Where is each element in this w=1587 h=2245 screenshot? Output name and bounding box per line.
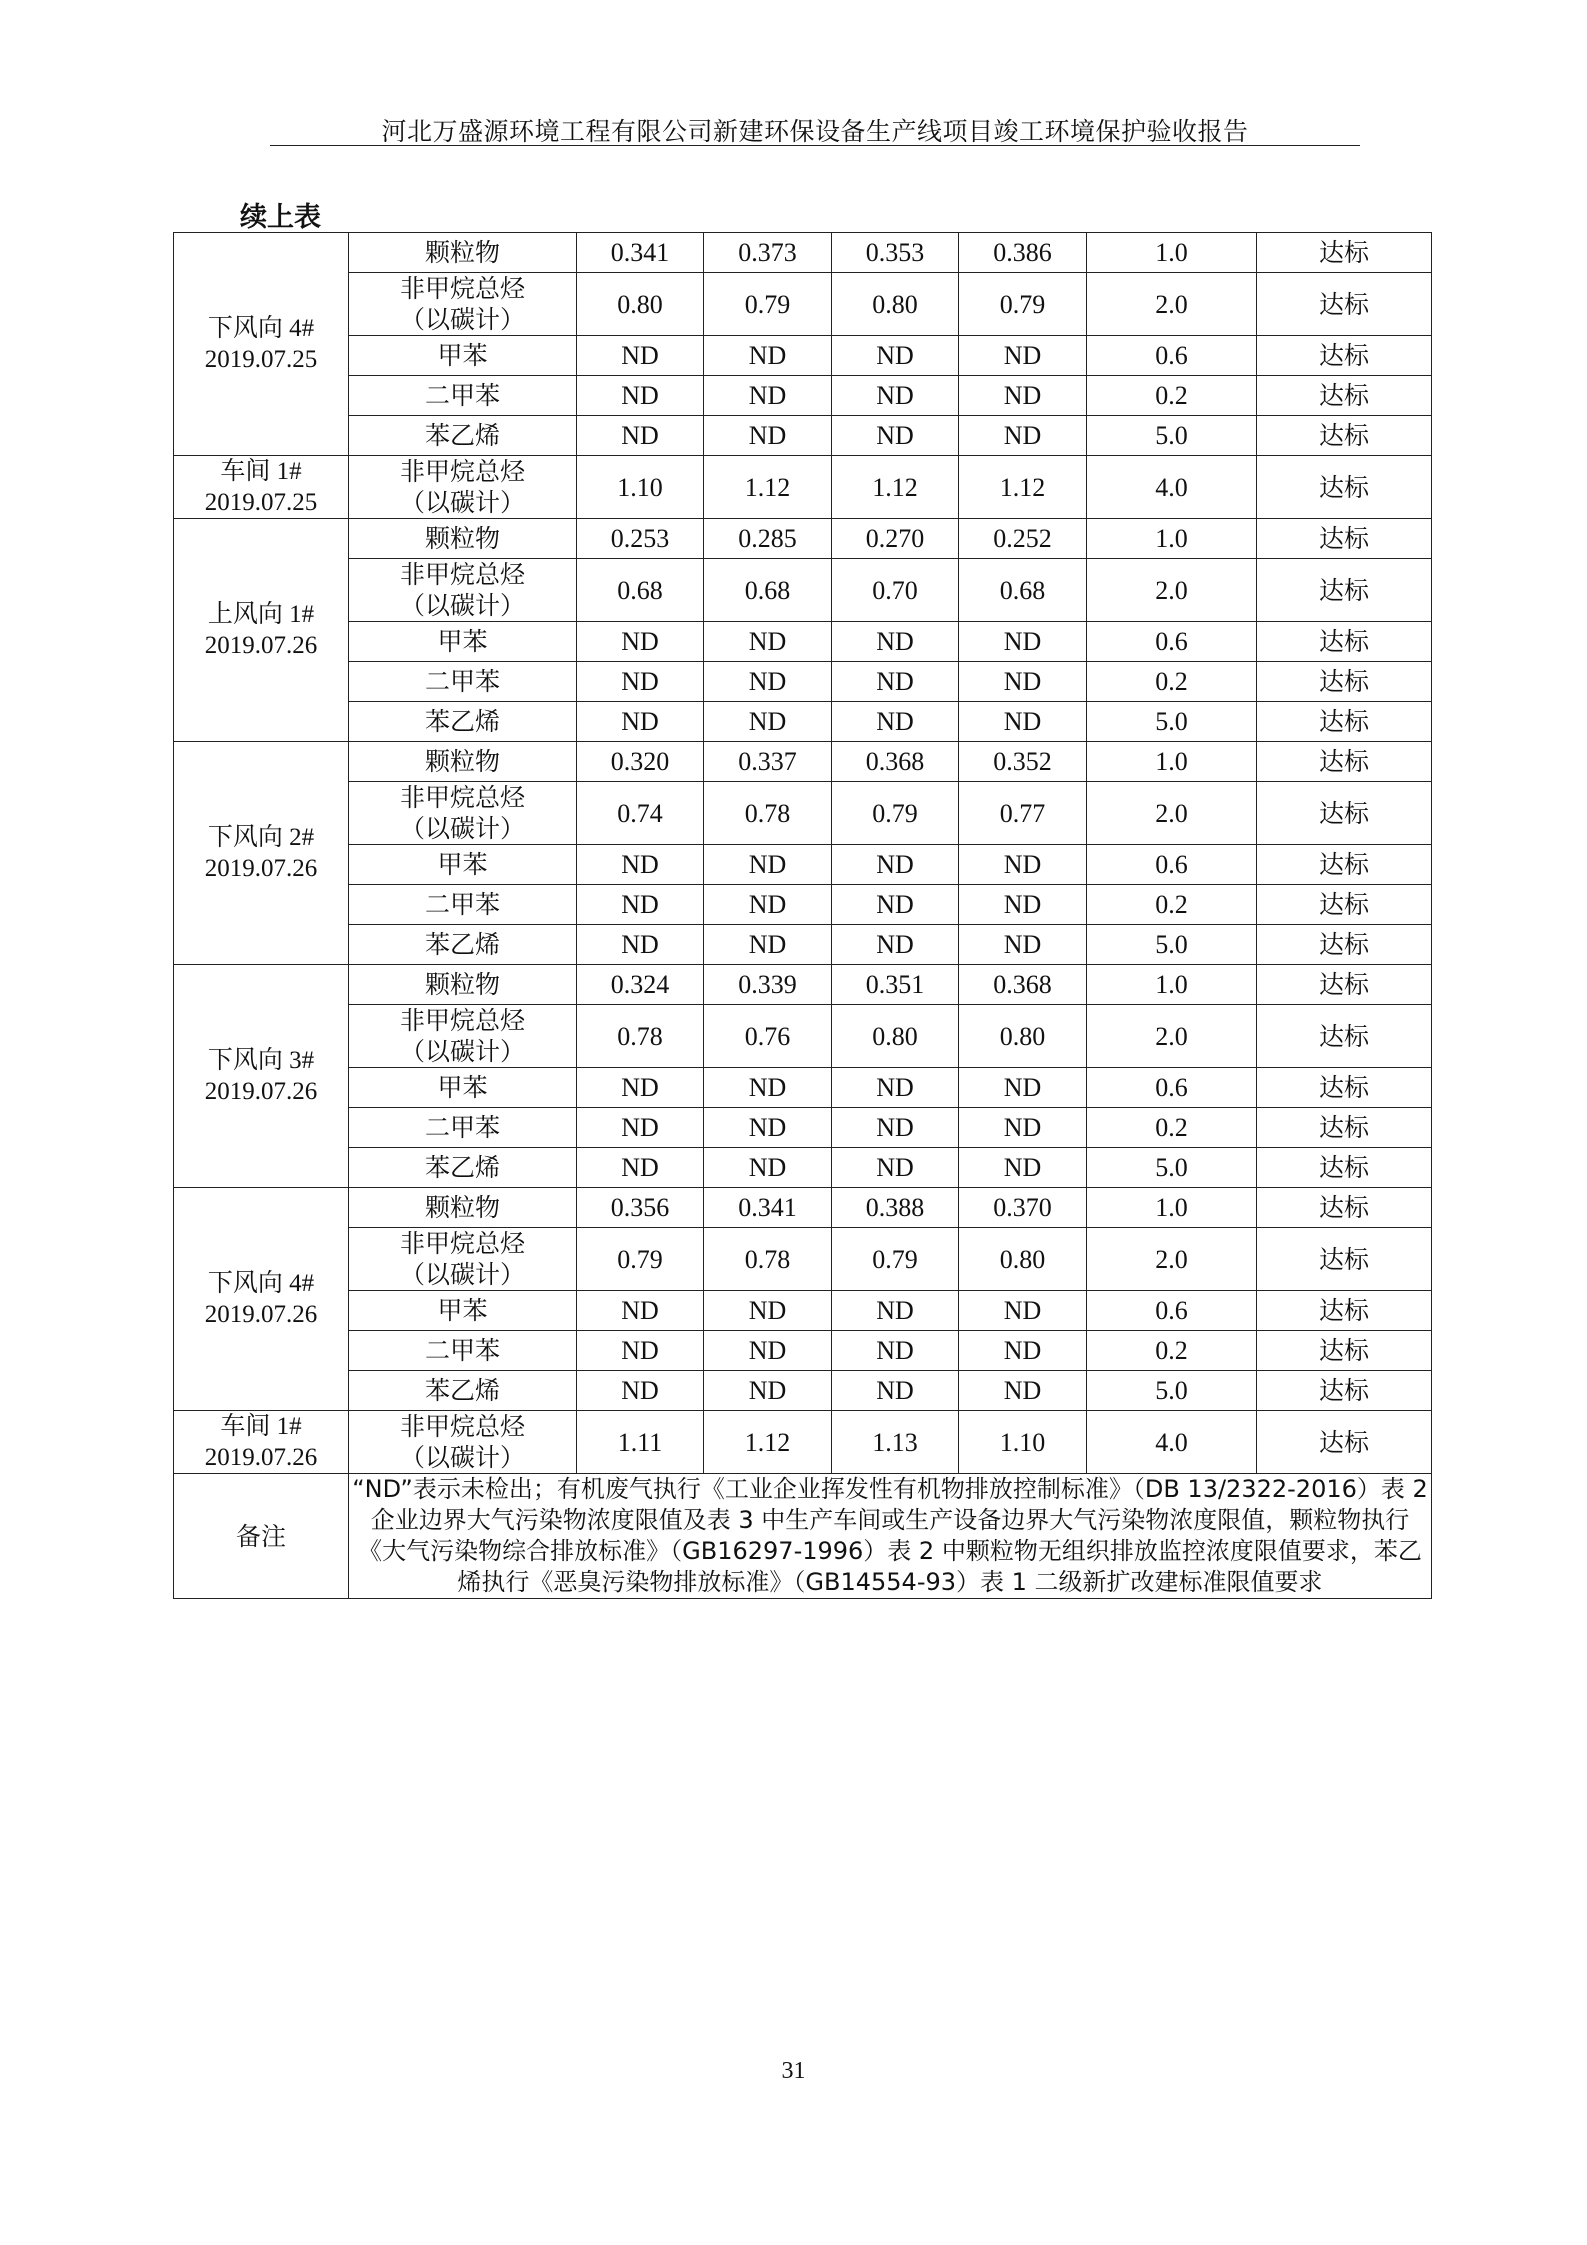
measured-value-cell: 0.386: [959, 233, 1087, 273]
limit-value-cell: 5.0: [1087, 702, 1257, 742]
limit-value-cell: 2.0: [1087, 782, 1257, 845]
measured-value-cell: ND: [832, 336, 959, 376]
limit-value-cell: 0.6: [1087, 622, 1257, 662]
table-row: [174, 456, 1432, 519]
measured-value-cell: ND: [704, 1371, 832, 1411]
measured-value-cell: ND: [577, 1371, 704, 1411]
measured-value-cell: 0.68: [704, 559, 832, 622]
result-cell: 达标: [1257, 519, 1432, 559]
table-row: [174, 662, 1432, 702]
measured-value-cell: ND: [832, 885, 959, 925]
measured-value-cell: 0.79: [959, 273, 1087, 336]
measured-value-cell: 0.78: [704, 782, 832, 845]
result-cell: 达标: [1257, 782, 1432, 845]
limit-value-cell: 0.2: [1087, 1331, 1257, 1371]
measured-value-cell: ND: [959, 885, 1087, 925]
measured-value-cell: ND: [704, 376, 832, 416]
result-cell: 达标: [1257, 273, 1432, 336]
measured-value-cell: 0.252: [959, 519, 1087, 559]
result-cell: 达标: [1257, 845, 1432, 885]
measured-value-cell: 0.80: [832, 1005, 959, 1068]
measured-value-cell: 0.356: [577, 1188, 704, 1228]
measured-value-cell: 0.80: [959, 1005, 1087, 1068]
pollutant-cell: 二甲苯: [349, 376, 577, 416]
measured-value-cell: 0.74: [577, 782, 704, 845]
measured-value-cell: 0.324: [577, 965, 704, 1005]
measured-value-cell: ND: [832, 416, 959, 456]
measured-value-cell: ND: [832, 1108, 959, 1148]
sampling-point-cell: 上风向 1# 2019.07.26: [174, 519, 349, 742]
measured-value-cell: ND: [959, 1291, 1087, 1331]
measured-value-cell: 0.68: [959, 559, 1087, 622]
measured-value-cell: ND: [704, 885, 832, 925]
pollutant-cell: 二甲苯: [349, 1331, 577, 1371]
measured-value-cell: 0.370: [959, 1188, 1087, 1228]
measured-value-cell: ND: [577, 1331, 704, 1371]
measured-value-cell: 0.77: [959, 782, 1087, 845]
limit-value-cell: 1.0: [1087, 965, 1257, 1005]
measured-value-cell: 1.10: [959, 1411, 1087, 1474]
limit-value-cell: 0.2: [1087, 1108, 1257, 1148]
table-row: [174, 885, 1432, 925]
result-cell: 达标: [1257, 965, 1432, 1005]
measured-value-cell: ND: [832, 662, 959, 702]
pollutant-cell: 颗粒物: [349, 742, 577, 782]
limit-value-cell: 5.0: [1087, 925, 1257, 965]
table-row: [174, 742, 1432, 782]
measured-value-cell: 0.368: [959, 965, 1087, 1005]
measured-value-cell: 0.373: [704, 233, 832, 273]
result-cell: 达标: [1257, 1291, 1432, 1331]
measured-value-cell: ND: [832, 376, 959, 416]
measured-value-cell: 0.79: [832, 1228, 959, 1291]
measured-value-cell: ND: [959, 702, 1087, 742]
result-cell: 达标: [1257, 1148, 1432, 1188]
measured-value-cell: ND: [704, 662, 832, 702]
limit-value-cell: 2.0: [1087, 273, 1257, 336]
limit-value-cell: 4.0: [1087, 456, 1257, 519]
measured-value-cell: ND: [959, 1331, 1087, 1371]
limit-value-cell: 1.0: [1087, 1188, 1257, 1228]
table-row: [174, 1148, 1432, 1188]
table-row: [174, 1411, 1432, 1474]
result-cell: 达标: [1257, 662, 1432, 702]
limit-value-cell: 0.6: [1087, 336, 1257, 376]
result-cell: 达标: [1257, 416, 1432, 456]
result-cell: 达标: [1257, 925, 1432, 965]
measured-value-cell: ND: [577, 416, 704, 456]
table-row: [174, 622, 1432, 662]
measured-value-cell: 0.368: [832, 742, 959, 782]
measured-value-cell: 1.13: [832, 1411, 959, 1474]
sampling-point-cell: 下风向 4# 2019.07.25: [174, 233, 349, 456]
table-row: [174, 1005, 1432, 1068]
measured-value-cell: 0.339: [704, 965, 832, 1005]
pollutant-cell: 二甲苯: [349, 1108, 577, 1148]
measured-value-cell: 1.12: [959, 456, 1087, 519]
measured-value-cell: ND: [959, 416, 1087, 456]
measured-value-cell: ND: [704, 622, 832, 662]
result-cell: 达标: [1257, 1005, 1432, 1068]
page-header: 河北万盛源环境工程有限公司新建环保设备生产线项目竣工环境保护验收报告: [381, 117, 1249, 146]
limit-value-cell: 5.0: [1087, 416, 1257, 456]
measured-value-cell: 0.341: [577, 233, 704, 273]
sampling-point-cell: 下风向 2# 2019.07.26: [174, 742, 349, 965]
result-cell: 达标: [1257, 1371, 1432, 1411]
pollutant-cell: 非甲烷总烃 （以碳计）: [349, 559, 577, 622]
result-cell: 达标: [1257, 559, 1432, 622]
pollutant-cell: 苯乙烯: [349, 416, 577, 456]
limit-value-cell: 5.0: [1087, 1371, 1257, 1411]
measured-value-cell: 1.10: [577, 456, 704, 519]
measured-value-cell: 0.352: [959, 742, 1087, 782]
pollutant-cell: 二甲苯: [349, 885, 577, 925]
measured-value-cell: 0.353: [832, 233, 959, 273]
measured-value-cell: ND: [704, 845, 832, 885]
measured-value-cell: ND: [704, 1148, 832, 1188]
measured-value-cell: ND: [959, 1371, 1087, 1411]
sampling-point-cell: 车间 1# 2019.07.26: [174, 1411, 349, 1474]
measured-value-cell: 0.68: [577, 559, 704, 622]
measured-value-cell: 0.341: [704, 1188, 832, 1228]
measured-value-cell: ND: [577, 1108, 704, 1148]
pollutant-cell: 甲苯: [349, 845, 577, 885]
table-row: [174, 1371, 1432, 1411]
table-row: [174, 273, 1432, 336]
measured-value-cell: 1.12: [704, 1411, 832, 1474]
measured-value-cell: ND: [832, 1371, 959, 1411]
measured-value-cell: ND: [959, 925, 1087, 965]
note-text: “ND”表示未检出；有机废气执行《工业企业挥发性有机物排放控制标准》（DB 13/2322-2016）表 2 企业边界大气污染物浓度限值及表 3 中生产车间或生产设备边界大气污染物浓度限值，颗粒物执行《大气污染物综合排放标准》（GB16297-1996）表 2 中颗粒物无组织排放监控浓度限值要求，苯乙烯执行《恶臭污染物排放标准》（GB14554-93）表 1 二级新扩改建标准限值要求: [349, 1474, 1432, 1599]
pollutant-cell: 颗粒物: [349, 233, 577, 273]
limit-value-cell: 1.0: [1087, 233, 1257, 273]
measured-value-cell: ND: [577, 336, 704, 376]
pollutant-cell: 非甲烷总烃 （以碳计）: [349, 782, 577, 845]
result-cell: 达标: [1257, 885, 1432, 925]
pollutant-cell: 苯乙烯: [349, 1371, 577, 1411]
pollutant-cell: 甲苯: [349, 622, 577, 662]
pollutant-cell: 颗粒物: [349, 965, 577, 1005]
measured-value-cell: 1.11: [577, 1411, 704, 1474]
pollutant-cell: 颗粒物: [349, 519, 577, 559]
measured-value-cell: ND: [577, 1148, 704, 1188]
measured-value-cell: ND: [832, 1068, 959, 1108]
result-cell: 达标: [1257, 1331, 1432, 1371]
limit-value-cell: 1.0: [1087, 742, 1257, 782]
measured-value-cell: 0.79: [832, 782, 959, 845]
monitoring-results-table: [173, 232, 1432, 1599]
measured-value-cell: ND: [704, 925, 832, 965]
measured-value-cell: ND: [832, 702, 959, 742]
pollutant-cell: 非甲烷总烃 （以碳计）: [349, 1005, 577, 1068]
measured-value-cell: ND: [959, 662, 1087, 702]
sampling-point-cell: 下风向 4# 2019.07.26: [174, 1188, 349, 1411]
header-rule: [270, 145, 1360, 146]
measured-value-cell: 0.351: [832, 965, 959, 1005]
measured-value-cell: 0.270: [832, 519, 959, 559]
page-number: 31: [781, 2058, 806, 2084]
result-cell: 达标: [1257, 1068, 1432, 1108]
limit-value-cell: 5.0: [1087, 1148, 1257, 1188]
result-cell: 达标: [1257, 336, 1432, 376]
result-cell: 达标: [1257, 233, 1432, 273]
measured-value-cell: ND: [832, 845, 959, 885]
table-row: [174, 519, 1432, 559]
measured-value-cell: 0.80: [577, 273, 704, 336]
measured-value-cell: ND: [959, 1108, 1087, 1148]
result-cell: 达标: [1257, 742, 1432, 782]
note-row: [174, 1474, 1432, 1599]
measured-value-cell: ND: [577, 885, 704, 925]
measured-value-cell: ND: [577, 1068, 704, 1108]
measured-value-cell: ND: [704, 702, 832, 742]
measured-value-cell: 1.12: [704, 456, 832, 519]
limit-value-cell: 1.0: [1087, 519, 1257, 559]
measured-value-cell: 0.76: [704, 1005, 832, 1068]
limit-value-cell: 0.6: [1087, 845, 1257, 885]
measured-value-cell: ND: [577, 1291, 704, 1331]
note-label: 备注: [174, 1474, 349, 1599]
sampling-point-cell: 车间 1# 2019.07.25: [174, 456, 349, 519]
table-row: [174, 336, 1432, 376]
limit-value-cell: 2.0: [1087, 1005, 1257, 1068]
table-row: [174, 965, 1432, 1005]
measured-value-cell: ND: [704, 336, 832, 376]
measured-value-cell: 0.79: [577, 1228, 704, 1291]
table-row: [174, 782, 1432, 845]
table-row: [174, 376, 1432, 416]
pollutant-cell: 非甲烷总烃 （以碳计）: [349, 1228, 577, 1291]
limit-value-cell: 0.2: [1087, 376, 1257, 416]
measured-value-cell: ND: [704, 1291, 832, 1331]
result-cell: 达标: [1257, 376, 1432, 416]
table-row: [174, 1331, 1432, 1371]
measured-value-cell: ND: [577, 925, 704, 965]
measured-value-cell: ND: [832, 925, 959, 965]
pollutant-cell: 苯乙烯: [349, 702, 577, 742]
measured-value-cell: ND: [832, 622, 959, 662]
measured-value-cell: ND: [959, 376, 1087, 416]
pollutant-cell: 非甲烷总烃 （以碳计）: [349, 1411, 577, 1474]
table-row: [174, 1188, 1432, 1228]
measured-value-cell: ND: [832, 1331, 959, 1371]
table-row: [174, 845, 1432, 885]
measured-value-cell: 0.285: [704, 519, 832, 559]
pollutant-cell: 二甲苯: [349, 662, 577, 702]
measured-value-cell: ND: [959, 336, 1087, 376]
sampling-point-cell: 下风向 3# 2019.07.26: [174, 965, 349, 1188]
result-cell: 达标: [1257, 1108, 1432, 1148]
measured-value-cell: 0.79: [704, 273, 832, 336]
measured-value-cell: ND: [577, 702, 704, 742]
result-cell: 达标: [1257, 1411, 1432, 1474]
measured-value-cell: 0.388: [832, 1188, 959, 1228]
measured-value-cell: 1.12: [832, 456, 959, 519]
measured-value-cell: ND: [959, 622, 1087, 662]
result-cell: 达标: [1257, 456, 1432, 519]
limit-value-cell: 2.0: [1087, 1228, 1257, 1291]
table-row: [174, 1108, 1432, 1148]
measured-value-cell: ND: [959, 1148, 1087, 1188]
limit-value-cell: 0.6: [1087, 1068, 1257, 1108]
measured-value-cell: ND: [704, 1108, 832, 1148]
measured-value-cell: ND: [577, 845, 704, 885]
limit-value-cell: 4.0: [1087, 1411, 1257, 1474]
measured-value-cell: ND: [959, 845, 1087, 885]
measured-value-cell: ND: [704, 1068, 832, 1108]
table-row: [174, 1068, 1432, 1108]
pollutant-cell: 甲苯: [349, 1291, 577, 1331]
measured-value-cell: ND: [959, 1068, 1087, 1108]
measured-value-cell: 0.337: [704, 742, 832, 782]
result-cell: 达标: [1257, 1228, 1432, 1291]
pollutant-cell: 颗粒物: [349, 1188, 577, 1228]
measured-value-cell: ND: [577, 376, 704, 416]
table-row: [174, 233, 1432, 273]
limit-value-cell: 0.2: [1087, 885, 1257, 925]
measured-value-cell: 0.253: [577, 519, 704, 559]
pollutant-cell: 苯乙烯: [349, 925, 577, 965]
pollutant-cell: 非甲烷总烃 （以碳计）: [349, 273, 577, 336]
measured-value-cell: ND: [704, 1331, 832, 1371]
measured-value-cell: ND: [577, 622, 704, 662]
measured-value-cell: 0.78: [704, 1228, 832, 1291]
table-row: [174, 702, 1432, 742]
pollutant-cell: 甲苯: [349, 1068, 577, 1108]
table-row: [174, 1291, 1432, 1331]
measured-value-cell: 0.78: [577, 1005, 704, 1068]
measured-value-cell: 0.320: [577, 742, 704, 782]
limit-value-cell: 2.0: [1087, 559, 1257, 622]
measured-value-cell: ND: [704, 416, 832, 456]
pollutant-cell: 甲苯: [349, 336, 577, 376]
limit-value-cell: 0.6: [1087, 1291, 1257, 1331]
measured-value-cell: ND: [832, 1291, 959, 1331]
measured-value-cell: 0.80: [959, 1228, 1087, 1291]
table-row: [174, 925, 1432, 965]
pollutant-cell: 非甲烷总烃 （以碳计）: [349, 456, 577, 519]
result-cell: 达标: [1257, 702, 1432, 742]
measured-value-cell: ND: [577, 662, 704, 702]
table-row: [174, 1228, 1432, 1291]
table-caption: 续上表: [240, 202, 321, 233]
result-cell: 达标: [1257, 1188, 1432, 1228]
pollutant-cell: 苯乙烯: [349, 1148, 577, 1188]
table-row: [174, 559, 1432, 622]
measured-value-cell: 0.70: [832, 559, 959, 622]
result-cell: 达标: [1257, 622, 1432, 662]
measured-value-cell: 0.80: [832, 273, 959, 336]
limit-value-cell: 0.2: [1087, 662, 1257, 702]
measured-value-cell: ND: [832, 1148, 959, 1188]
table-row: [174, 416, 1432, 456]
